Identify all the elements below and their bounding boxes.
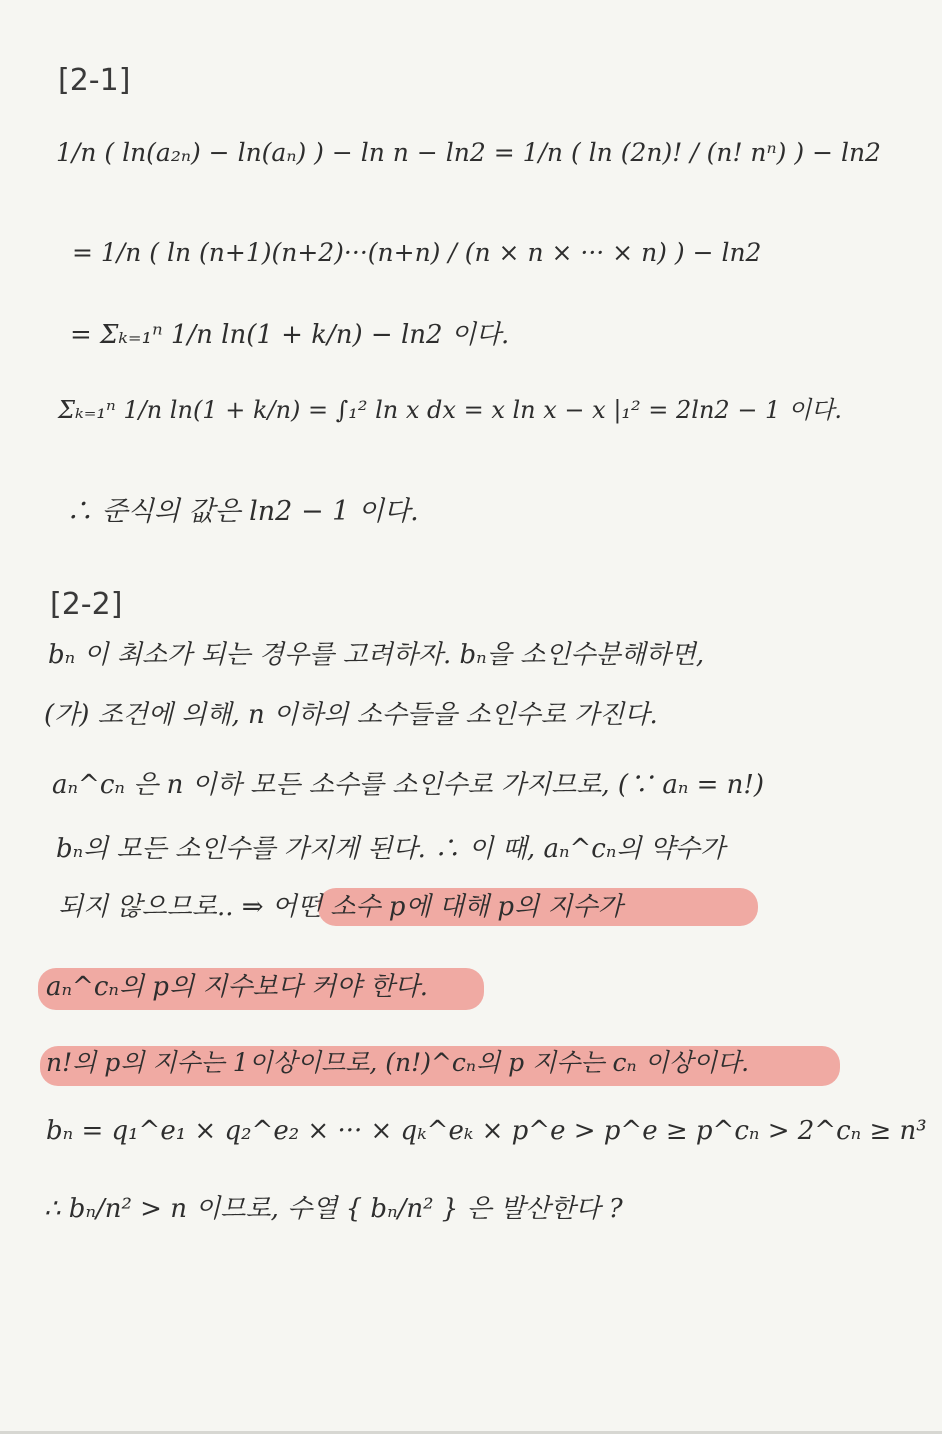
section-2-line-4: bₙ의 모든 소인수를 가지게 된다. ∴ 이 때, aₙ^cₙ의 약수가 [56, 834, 726, 864]
section-2-line-5: 되지 않으므로.. ⇒ 어떤 소수 p에 대해 p의 지수가 [58, 892, 623, 922]
section-1-conclusion: ∴ 준식의 값은 ln2 − 1 이다. [66, 496, 419, 527]
section-1-line-1: 1/n ( ln(a₂ₙ) − ln(aₙ) ) − ln n − ln2 = 1/n ( ln (2n)! / (n! nⁿ) ) − ln2 [56, 138, 881, 167]
section-2-line-7: n!의 p의 지수는 1이상이므로, (n!)^cₙ의 p 지수는 cₙ 이상이다. [46, 1048, 750, 1077]
section-2-line-6: aₙ^cₙ의 p의 지수보다 커야 한다. [46, 972, 429, 1002]
section-2-line-8: bₙ = q₁^e₁ × q₂^e₂ × ··· × qₖ^eₖ × p^e > p^e ≥ p^cₙ > 2^cₙ ≥ n³ [46, 1116, 927, 1146]
section-2-line-3: aₙ^cₙ 은 n 이하 모든 소수를 소인수로 가지므로, (∵ aₙ = n!) [52, 770, 765, 800]
section-1-line-3: = Σₖ₌₁ⁿ 1/n ln(1 + k/n) − ln2 이다. [70, 320, 510, 350]
section-2-label: [2-2] [50, 587, 123, 622]
section-1-line-4: Σₖ₌₁ⁿ 1/n ln(1 + k/n) = ∫₁² ln x dx = x ln x − x |₁² = 2ln2 − 1 이다. [58, 396, 842, 424]
section-2-line-2: (가) 조건에 의해, n 이하의 소수들을 소인수로 가진다. [44, 700, 658, 730]
section-2-line-1: bₙ 이 최소가 되는 경우를 고려하자. bₙ을 소인수분해하면, [48, 640, 705, 670]
section-1-line-2: = 1/n ( ln (n+1)(n+2)···(n+n) / (n × n × ··· × n) ) − ln2 [72, 238, 762, 267]
section-2-conclusion: ∴ bₙ/n² > n 이므로, 수열 { bₙ/n² } 은 발산한다 ? [44, 1194, 623, 1224]
section-1-label: [2-1] [58, 63, 131, 98]
